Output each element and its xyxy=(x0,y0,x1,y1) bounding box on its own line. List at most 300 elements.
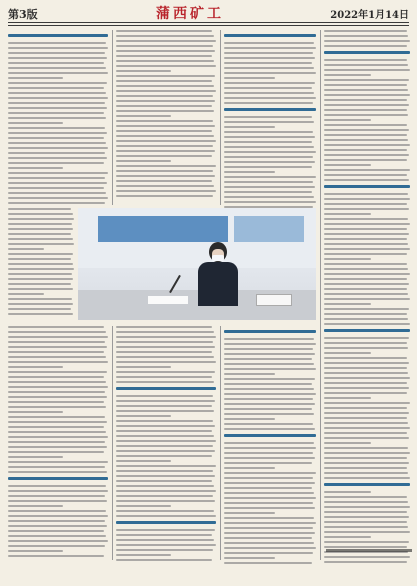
text-line xyxy=(324,318,408,320)
column-divider xyxy=(112,326,113,560)
text-line xyxy=(324,35,408,37)
text-line xyxy=(116,346,215,348)
text-line xyxy=(116,45,213,47)
text-line xyxy=(8,268,74,270)
text-line xyxy=(224,527,313,529)
text-line xyxy=(8,525,107,527)
text-line xyxy=(224,447,316,449)
text-line xyxy=(324,243,408,245)
text-line xyxy=(8,47,108,49)
text-line xyxy=(224,562,312,564)
text-line xyxy=(324,248,410,250)
text-line xyxy=(8,57,107,59)
text-line xyxy=(8,555,104,557)
text-line xyxy=(324,159,407,161)
text-line xyxy=(324,273,410,275)
text-line xyxy=(8,223,72,225)
text-line xyxy=(116,395,213,397)
text-line xyxy=(324,154,409,156)
text-line xyxy=(224,126,275,128)
text-line xyxy=(116,485,214,487)
text-line xyxy=(324,367,407,369)
text-line xyxy=(116,415,171,417)
text-line xyxy=(324,516,409,518)
text-line xyxy=(116,165,216,167)
text-line xyxy=(8,331,106,333)
text-line xyxy=(224,502,313,504)
text-line xyxy=(8,515,108,517)
text-line xyxy=(224,418,275,420)
text-line xyxy=(224,196,314,198)
text-line xyxy=(224,97,316,99)
text-line xyxy=(116,534,212,536)
text-line xyxy=(8,263,73,265)
text-line xyxy=(8,72,108,74)
text-line xyxy=(224,166,312,168)
text-line xyxy=(324,352,371,354)
text-line xyxy=(224,517,314,519)
text-line xyxy=(224,542,314,544)
subheading-bar xyxy=(224,330,316,333)
text-line xyxy=(324,179,409,181)
text-line xyxy=(224,201,316,203)
text-line xyxy=(324,417,407,419)
text-line xyxy=(324,521,407,523)
text-line xyxy=(116,50,215,52)
text-line xyxy=(324,114,408,116)
text-line xyxy=(324,506,410,508)
text-line xyxy=(224,121,314,123)
text-line xyxy=(8,381,106,383)
text-line xyxy=(8,288,73,290)
text-line xyxy=(8,298,72,300)
text-line xyxy=(224,181,313,183)
speaker-figure xyxy=(196,242,240,304)
text-line xyxy=(224,176,316,178)
text-line xyxy=(224,482,315,484)
text-line xyxy=(324,382,407,384)
text-line xyxy=(224,146,314,148)
text-line xyxy=(116,135,214,137)
text-line xyxy=(116,356,214,358)
text-line xyxy=(8,451,104,453)
text-line xyxy=(8,490,108,492)
text-line xyxy=(8,152,105,154)
text-line xyxy=(116,195,213,197)
text-line xyxy=(116,125,215,127)
text-line xyxy=(324,288,407,290)
text-line xyxy=(324,223,410,225)
text-line xyxy=(116,326,212,328)
text-line xyxy=(224,522,316,524)
subheading-bar xyxy=(324,185,410,188)
text-line xyxy=(324,45,407,47)
issue-date: 2022年1月14日 xyxy=(330,10,409,21)
text-line xyxy=(8,273,72,275)
text-line xyxy=(224,191,312,193)
text-line xyxy=(324,432,407,434)
text-line xyxy=(224,512,275,514)
text-line xyxy=(8,77,63,79)
text-line xyxy=(116,465,216,467)
text-line xyxy=(116,490,216,492)
text-line xyxy=(8,530,104,532)
text-line xyxy=(8,208,71,210)
text-line xyxy=(324,422,408,424)
text-line xyxy=(224,487,312,489)
meeting-photo xyxy=(78,208,316,320)
text-line xyxy=(116,336,216,338)
text-line xyxy=(324,337,409,339)
text-line xyxy=(8,132,107,134)
text-line xyxy=(324,437,409,439)
text-line xyxy=(8,218,74,220)
text-line xyxy=(8,366,63,368)
text-line xyxy=(324,99,407,101)
text-line xyxy=(116,460,171,462)
text-line xyxy=(324,218,408,220)
text-line xyxy=(8,67,106,69)
article-column-bottom-middle xyxy=(116,326,216,564)
text-line xyxy=(8,147,108,149)
text-line xyxy=(324,402,410,404)
text-line xyxy=(8,485,106,487)
text-line xyxy=(116,155,212,157)
text-line xyxy=(116,341,213,343)
text-line xyxy=(116,100,215,102)
text-line xyxy=(116,515,216,517)
text-line xyxy=(116,140,216,142)
text-line xyxy=(324,377,410,379)
text-line xyxy=(224,408,312,410)
masthead: 蒲西矿工 xyxy=(156,6,224,22)
text-line xyxy=(324,94,410,96)
text-line xyxy=(224,62,312,64)
text-line xyxy=(324,293,408,295)
subheading-bar xyxy=(224,34,316,37)
text-line xyxy=(324,193,408,195)
text-line xyxy=(116,175,215,177)
text-line xyxy=(116,435,214,437)
text-line xyxy=(224,393,316,395)
text-line xyxy=(116,549,213,551)
text-line xyxy=(324,392,407,394)
text-line xyxy=(324,174,407,176)
text-line xyxy=(224,373,275,375)
text-line xyxy=(116,405,212,407)
text-line xyxy=(116,425,215,427)
text-line xyxy=(324,30,407,32)
text-line xyxy=(324,198,410,200)
subheading-bar xyxy=(324,483,410,486)
text-line xyxy=(8,308,71,310)
text-line xyxy=(224,557,275,559)
text-line xyxy=(324,412,409,414)
text-line xyxy=(324,69,410,71)
text-line xyxy=(116,420,213,422)
text-line xyxy=(8,550,63,552)
text-line xyxy=(116,475,215,477)
text-line xyxy=(324,491,371,493)
text-line xyxy=(224,428,315,430)
text-line xyxy=(224,507,315,509)
text-line xyxy=(116,381,214,383)
text-line xyxy=(8,112,104,114)
text-line xyxy=(224,47,316,49)
text-line xyxy=(8,495,105,497)
text-line xyxy=(224,398,313,400)
text-line xyxy=(324,323,410,325)
text-line xyxy=(324,308,409,310)
text-line xyxy=(324,134,407,136)
article-column-right xyxy=(324,30,410,566)
text-line xyxy=(8,202,105,204)
text-line xyxy=(8,456,63,458)
text-line xyxy=(8,107,107,109)
text-line xyxy=(224,477,313,479)
text-line xyxy=(8,406,106,408)
text-line xyxy=(224,492,314,494)
text-line xyxy=(224,452,313,454)
text-line xyxy=(116,90,216,92)
column-divider xyxy=(220,30,221,205)
text-line xyxy=(8,82,107,84)
text-line xyxy=(116,539,214,541)
text-line xyxy=(8,396,107,398)
text-line xyxy=(8,213,73,215)
text-line xyxy=(324,556,410,558)
text-line xyxy=(8,436,108,438)
text-line xyxy=(8,62,104,64)
subheading-bar xyxy=(8,34,108,37)
text-line xyxy=(224,131,313,133)
text-line xyxy=(8,416,105,418)
text-line xyxy=(8,535,106,537)
text-line xyxy=(8,197,108,199)
text-line xyxy=(116,190,216,192)
text-line xyxy=(8,461,108,463)
text-line xyxy=(224,413,314,415)
text-line xyxy=(116,115,171,117)
text-line xyxy=(116,95,213,97)
text-line xyxy=(224,171,275,173)
text-line xyxy=(8,283,71,285)
text-line xyxy=(324,372,408,374)
text-line xyxy=(324,462,409,464)
text-line xyxy=(324,526,408,528)
text-line xyxy=(8,341,105,343)
text-line xyxy=(324,59,407,61)
text-line xyxy=(324,531,410,533)
text-line xyxy=(324,238,407,240)
text-line xyxy=(8,376,104,378)
text-line xyxy=(116,366,171,368)
text-line xyxy=(8,137,104,139)
text-line xyxy=(224,102,313,104)
text-line xyxy=(224,92,314,94)
subheading-bar xyxy=(324,51,410,54)
text-line xyxy=(324,536,371,538)
text-line xyxy=(8,167,63,169)
text-line xyxy=(116,500,215,502)
text-line xyxy=(224,403,315,405)
text-line xyxy=(224,537,312,539)
text-line xyxy=(8,233,71,235)
text-line xyxy=(324,407,407,409)
text-line xyxy=(116,60,214,62)
text-line xyxy=(324,447,408,449)
text-line xyxy=(8,356,106,358)
text-line xyxy=(224,87,312,89)
text-line xyxy=(116,410,214,412)
text-line xyxy=(8,172,108,174)
text-line xyxy=(324,149,407,151)
text-line xyxy=(8,228,73,230)
text-line xyxy=(224,532,315,534)
text-line xyxy=(324,342,407,344)
text-line xyxy=(8,431,106,433)
text-line xyxy=(8,243,74,245)
text-line xyxy=(8,336,108,338)
text-line xyxy=(324,119,371,121)
column-divider xyxy=(112,30,113,205)
text-line xyxy=(224,338,314,340)
text-line xyxy=(324,347,408,349)
closing-heading-rule xyxy=(326,549,412,552)
text-line xyxy=(116,120,213,122)
text-line xyxy=(116,145,213,147)
text-line xyxy=(116,351,212,353)
text-line xyxy=(324,268,408,270)
subheading-bar xyxy=(324,329,410,332)
text-line xyxy=(116,35,214,37)
text-line xyxy=(116,130,212,132)
article-column-left-lower xyxy=(8,208,74,318)
text-line xyxy=(8,293,44,295)
text-line xyxy=(224,151,316,153)
page-number: 第3版 xyxy=(8,8,38,21)
text-line xyxy=(116,85,214,87)
text-line xyxy=(224,497,316,499)
text-line xyxy=(8,421,107,423)
text-line xyxy=(324,452,410,454)
text-line xyxy=(324,164,371,166)
text-line xyxy=(116,510,214,512)
text-line xyxy=(224,77,275,79)
text-line xyxy=(324,228,407,230)
text-line xyxy=(224,457,315,459)
subheading-bar xyxy=(116,387,216,390)
text-line xyxy=(116,65,216,67)
text-line xyxy=(8,192,106,194)
text-line xyxy=(116,455,212,457)
text-line xyxy=(324,313,407,315)
article-column-bottom-left xyxy=(8,326,108,560)
text-line xyxy=(116,40,216,42)
text-line xyxy=(324,427,410,429)
text-line xyxy=(8,52,105,54)
text-line xyxy=(324,511,407,513)
text-line xyxy=(8,471,107,473)
text-line xyxy=(116,430,212,432)
column-divider xyxy=(220,326,221,560)
text-line xyxy=(224,462,312,464)
text-line xyxy=(224,161,315,163)
text-line xyxy=(224,343,316,345)
text-line xyxy=(8,248,44,250)
text-line xyxy=(324,303,371,305)
text-line xyxy=(116,150,215,152)
text-line xyxy=(116,529,215,531)
text-line xyxy=(8,466,105,468)
text-line xyxy=(224,82,315,84)
text-line xyxy=(8,540,108,542)
article-column-right-mid xyxy=(224,30,316,211)
text-line xyxy=(324,74,371,76)
text-line xyxy=(116,180,212,182)
text-line xyxy=(8,441,105,443)
text-line xyxy=(224,136,315,138)
text-line xyxy=(8,87,104,89)
text-line xyxy=(116,30,212,32)
text-line xyxy=(324,467,407,469)
text-line xyxy=(324,387,409,389)
text-line xyxy=(324,139,408,141)
text-line xyxy=(224,472,316,474)
text-line xyxy=(324,84,407,86)
text-line xyxy=(324,124,407,126)
text-line xyxy=(116,110,214,112)
text-line xyxy=(8,278,73,280)
text-line xyxy=(324,477,410,479)
text-line xyxy=(116,331,214,333)
text-line xyxy=(324,213,371,215)
text-line xyxy=(324,561,407,563)
text-line xyxy=(8,391,105,393)
text-line xyxy=(8,102,105,104)
text-line xyxy=(324,258,371,260)
text-line xyxy=(8,117,106,119)
article-column-middle xyxy=(116,30,216,200)
text-line xyxy=(324,104,409,106)
text-line xyxy=(324,442,371,444)
text-line xyxy=(324,169,410,171)
text-line xyxy=(324,129,409,131)
text-line xyxy=(8,253,73,255)
text-line xyxy=(224,57,315,59)
text-line xyxy=(324,362,409,364)
text-line xyxy=(324,278,407,280)
text-line xyxy=(8,177,105,179)
text-line xyxy=(8,500,107,502)
text-line xyxy=(116,554,171,556)
text-line xyxy=(324,472,408,474)
subheading-bar xyxy=(224,108,316,111)
text-line xyxy=(324,208,409,210)
text-line xyxy=(8,326,104,328)
text-line xyxy=(116,371,215,373)
text-line xyxy=(224,467,275,469)
text-line xyxy=(324,397,371,399)
header-rule xyxy=(8,22,409,23)
text-line xyxy=(324,298,410,300)
text-line xyxy=(324,357,407,359)
text-line xyxy=(224,72,316,74)
text-line xyxy=(224,67,314,69)
text-line xyxy=(224,141,312,143)
text-line xyxy=(8,510,106,512)
text-line xyxy=(8,346,107,348)
